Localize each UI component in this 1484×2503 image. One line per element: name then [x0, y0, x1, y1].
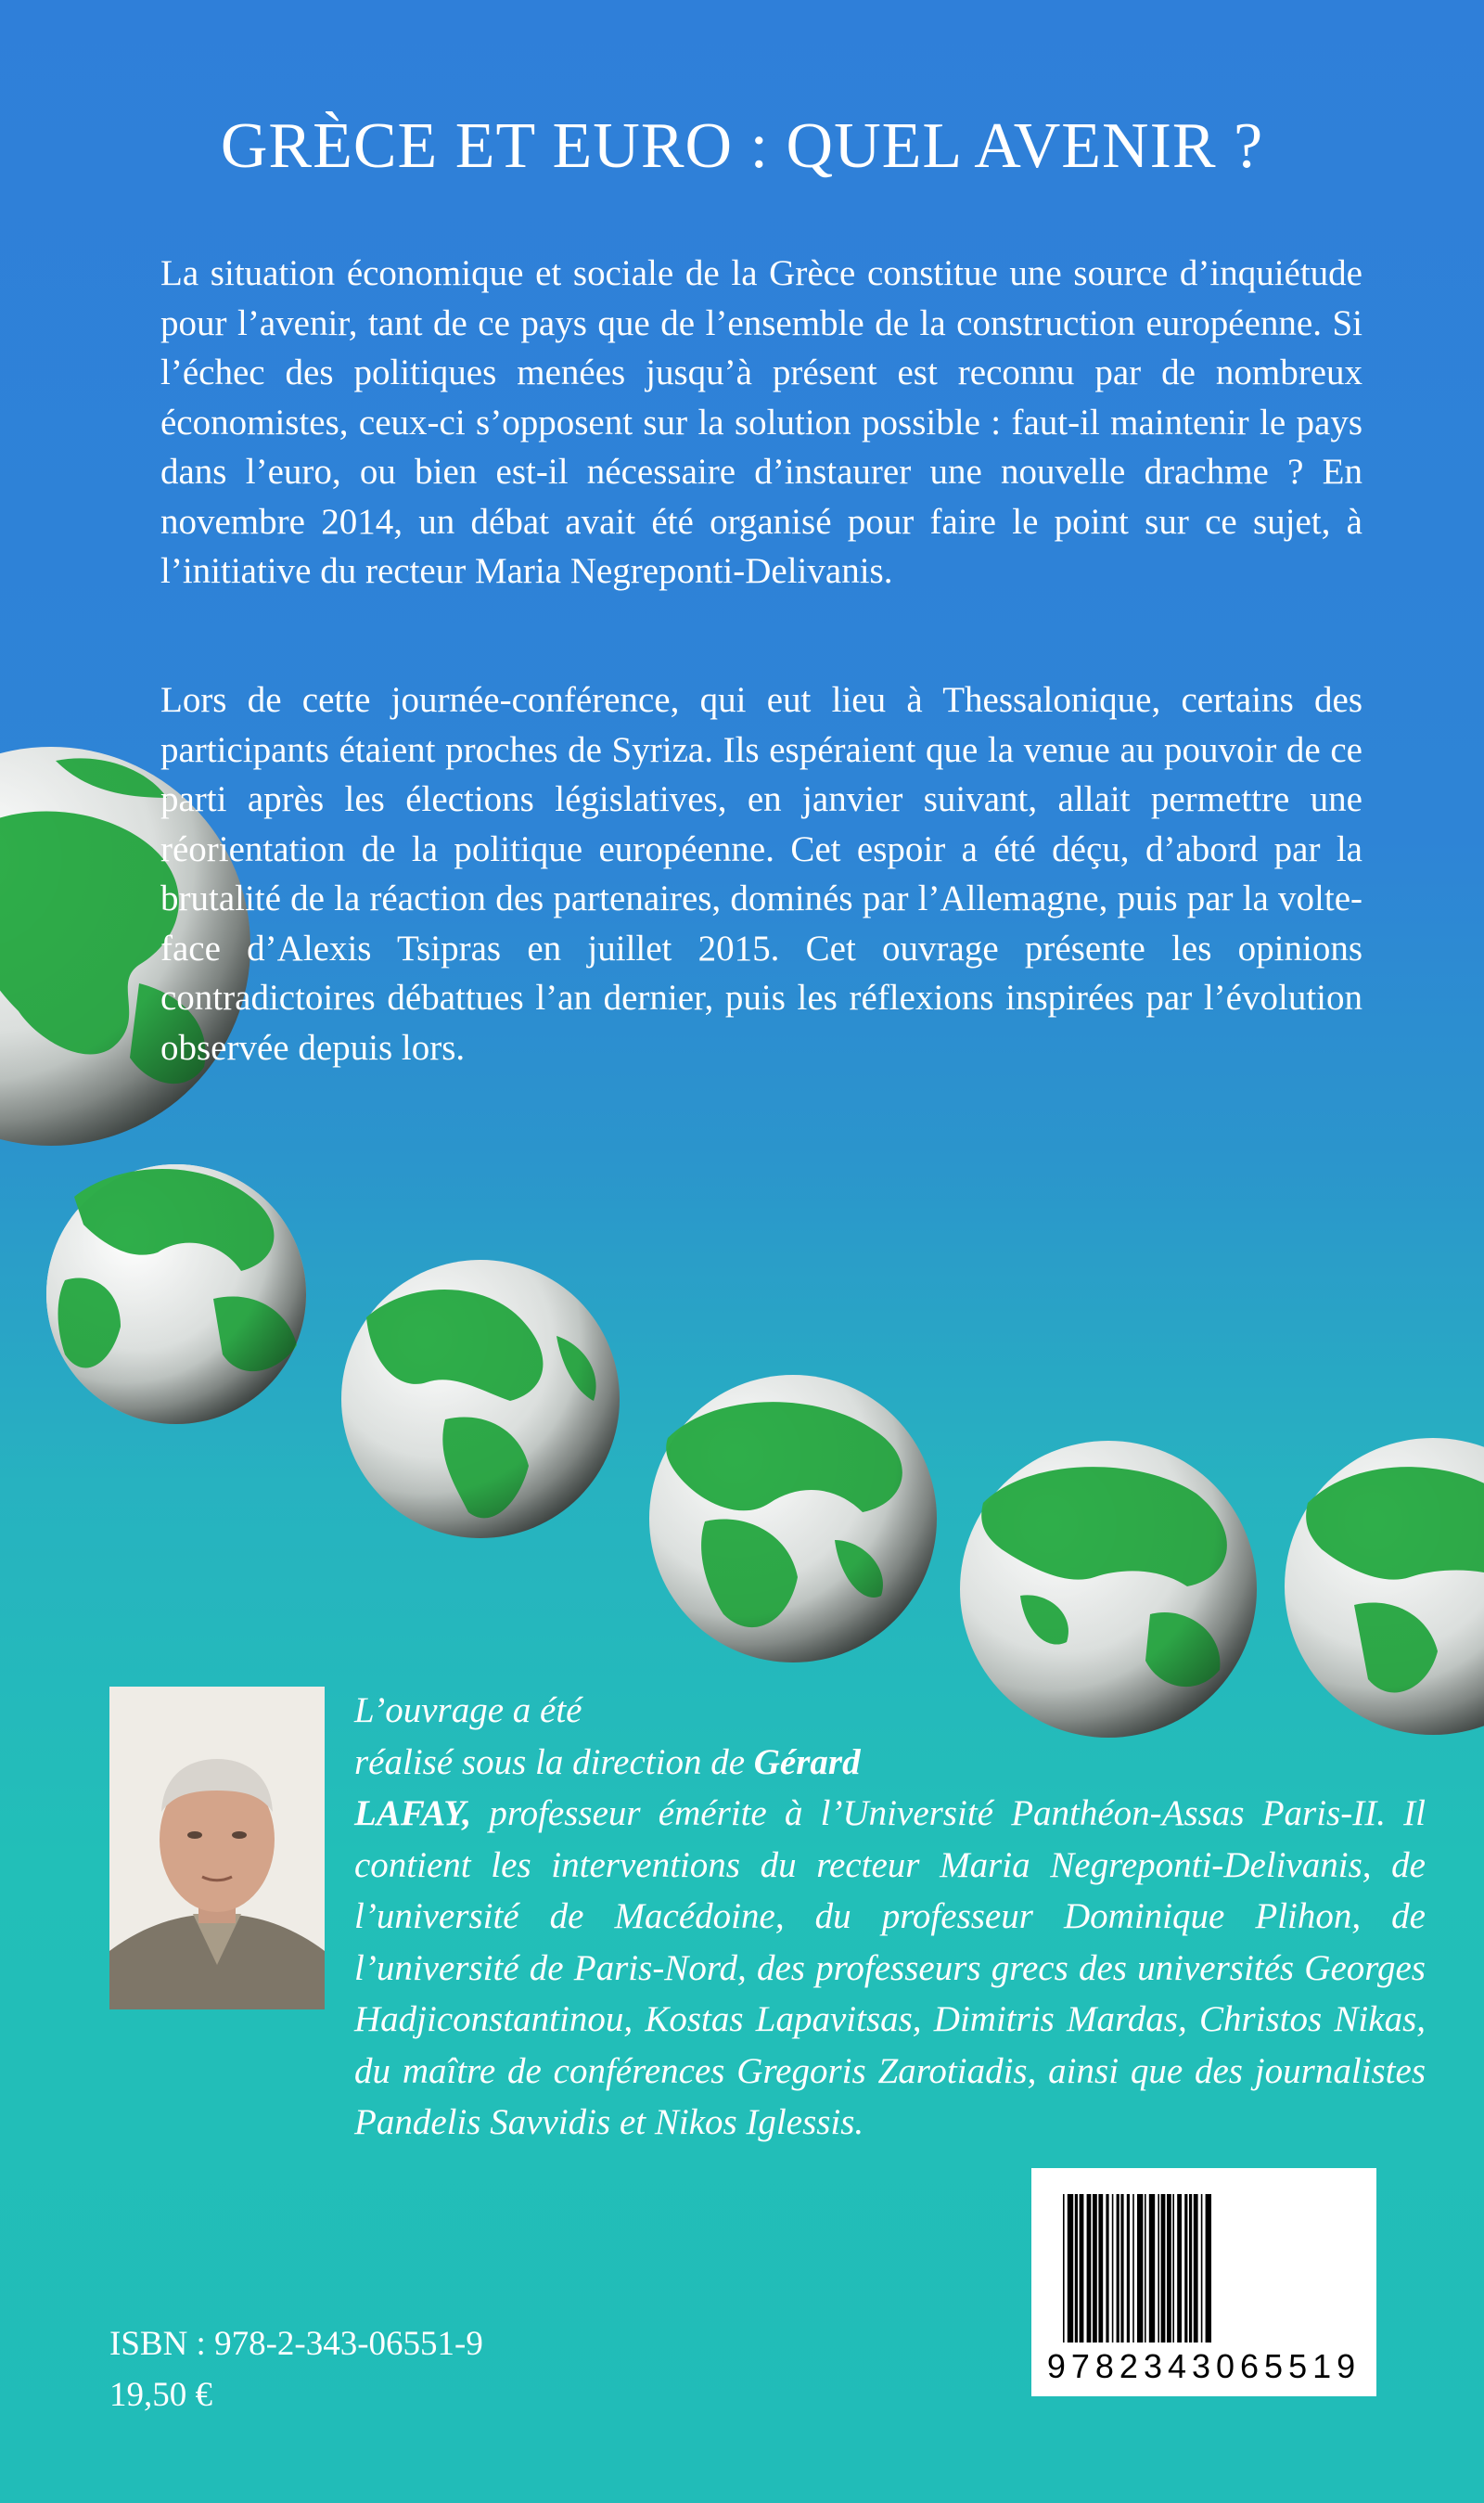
barcode-bar — [1161, 2194, 1166, 2343]
barcode-bar — [1158, 2194, 1159, 2343]
author-last-name: LAFAY, — [354, 1793, 472, 1833]
barcode-bar — [1106, 2194, 1108, 2343]
barcode-bar — [1194, 2194, 1198, 2343]
book-title: GRÈCE ET EURO : QUEL AVENIR ? — [220, 110, 1264, 182]
barcode-bar — [1112, 2194, 1114, 2343]
barcode-digits: 9782343065519 — [1046, 2347, 1362, 2385]
author-first-name: Gérard — [753, 1741, 861, 1782]
isbn: ISBN : 978-2-343-06551-9 — [109, 2325, 483, 2363]
barcode-bar — [1149, 2194, 1155, 2343]
author-photo — [109, 1687, 325, 2009]
barcode-bar — [1167, 2194, 1171, 2343]
barcode-bar — [1075, 2194, 1078, 2343]
barcode-bar — [1063, 2194, 1065, 2343]
barcode-bar — [1093, 2194, 1097, 2343]
globe-4 — [649, 1375, 937, 1662]
globe-2 — [46, 1164, 306, 1424]
author-bio — [354, 1685, 1426, 2149]
barcode-bar — [1120, 2194, 1123, 2343]
barcode-bar — [1132, 2194, 1134, 2343]
barcode-bar — [1127, 2194, 1130, 2343]
barcode-bar — [1087, 2194, 1092, 2343]
barcode-bar — [1137, 2194, 1143, 2343]
bio-rest: professeur émérite à l’Université Panthéon-Assas Paris-II. Il contient les interventions du recteur Maria Negreponti-Delivanis, de l’université de Macédoine, du professeur Dominique Plihon, de l’université de Paris-Nord, des professeurs grecs des universités Georges Hadjiconstantinou, Kostas Lapavitsas, Dimitris Mardas, Christos Nikas, du maître de conférences Gregoris Zarotiadis, ainsi que des journalistes Pandelis Savvidis et Nikos Iglessis. — [354, 1793, 1426, 2142]
bio-line-2: réalisé sous la direction de — [354, 1741, 754, 1782]
bio-line-1: L’ouvrage a été — [354, 1690, 582, 1730]
barcode-bar — [1145, 2194, 1146, 2343]
price: 19,50 € — [109, 2376, 212, 2414]
barcode-bar — [1201, 2194, 1203, 2343]
barcode-bar — [1184, 2194, 1187, 2343]
barcode-bar — [1068, 2194, 1073, 2343]
barcode-bar — [1206, 2194, 1211, 2343]
barcode-bar — [1172, 2194, 1174, 2343]
barcode-bar — [1098, 2194, 1103, 2343]
globe-3 — [341, 1260, 620, 1538]
barcode-bar — [1080, 2194, 1084, 2343]
barcode-bar — [1177, 2194, 1182, 2343]
summary-paragraph-2: Lors de cette journée-conférence, qui eut lieu à Thessalonique, certains des participants étaient proches de Syriza. Ils espéraient que la venue au pouvoir de ce parti après les élections législatives, en janvier suivant, allait permettre une réorientation de la politique européenne. Cet espoir a été déçu, d’abord par la brutalité de la réaction des partenaires, dominés par l’Allemagne, puis par la volte-face d’Alexis Tsipras en juillet 2015. Cet ouvrage présente les opinions contradictoires débattues l’an dernier, puis les réflexions inspirées par l’évolution observée depuis lors. — [160, 680, 1362, 1068]
barcode-bar — [1189, 2194, 1192, 2343]
barcode-bar — [1117, 2194, 1119, 2343]
summary-paragraph-1: La situation économique et sociale de la Grèce constitue une source d’inquiétude pour l’avenir, tant de ce pays que de l’ensemble de la construction européenne. Si l’échec des politiques menées jusqu’à présent est reconnu par de nombreux économistes, ceux-ci s’opposent sur la solution possible : faut-il maintenir le pays dans l’euro, ou bien est-il nécessaire d’instaurer une nouvelle drachme ? En novembre 2014, un débat avait été organisé pour faire le point sur ce sujet, à l’initiative du recteur Maria Negreponti-Delivanis. — [160, 253, 1362, 591]
